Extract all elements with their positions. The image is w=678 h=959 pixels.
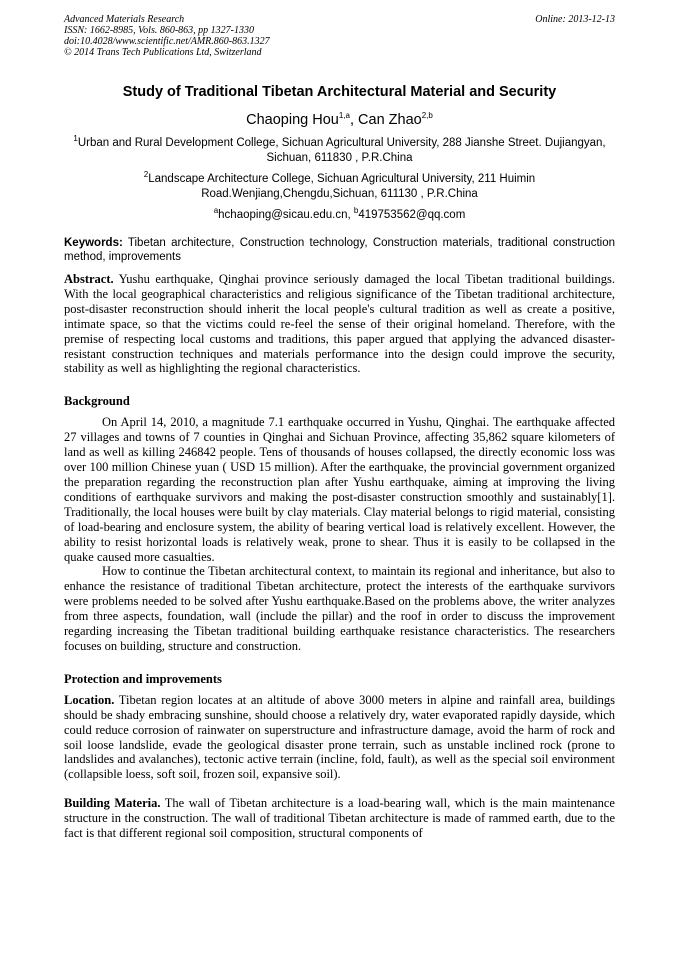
- building-material-paragraph: [64, 796, 615, 841]
- author-1-name: Chaoping Hou: [246, 112, 339, 128]
- author-emails: [64, 206, 615, 221]
- section-heading-background: Background: [64, 394, 130, 409]
- email-a: hchaoping@sicau.edu.cn,: [218, 209, 354, 221]
- affiliation-1-text: Urban and Rural Development College, Sichuan Agricultural University, 288 Jianshe Street. Dujiangyan, Sichuan, 611830 , P.R.China: [77, 137, 606, 164]
- author-2-sup: 2,b: [421, 111, 433, 121]
- keywords-label: Keywords:: [64, 237, 123, 249]
- email-a-sup: a: [213, 206, 219, 216]
- author-2-name: Can Zhao: [358, 112, 422, 128]
- email-b-sup: b: [353, 206, 359, 216]
- affiliation-1: [64, 136, 615, 166]
- abstract-text: Yushu earthquake, Qinghai province seriously damaged the local Tibetan traditional buildings. With the local geographical characteristics and religious significance of the Tibetan traditional architecture, post-disaster reconstruction should inherit the local people's cultural tradition as well as create a positive, intimate space, so that the victims could re-feel the sense of their original homeland. Therefore, with the premise of respecting local customs and traditions, this paper argued that applying the advanced disaster-resistant construction techniques and materials performance into the design could improve the security, stability as well as highlighting the regional characteristics.: [64, 272, 615, 376]
- journal-name: Advanced Materials Research: [64, 14, 185, 25]
- journal-header: [64, 14, 615, 58]
- journal-issn: ISSN: 1662-8985, Vols. 860-863, pp 1327-1330: [64, 25, 254, 36]
- affiliation-2-sup: 2: [143, 170, 149, 180]
- abstract-label: Abstract.: [64, 272, 114, 286]
- keywords-text: Tibetan architecture, Construction technology, Construction materials, traditional construction method, improvements: [64, 237, 615, 263]
- building-material-text: The wall of Tibetan architecture is a load-bearing wall, which is the main maintenance structure in the construction. The wall of traditional Tibetan architecture is made of rammed earth, due to the fact is that different regional soil composition, structural components of: [64, 796, 615, 841]
- paper-page: [64, 14, 615, 841]
- affiliation-2-text: Landscape Architecture College, Sichuan Agricultural University, 211 Huimin Road.Wenjiang,Chengdu,Sichuan, 611130 , P.R.China: [148, 173, 536, 200]
- location-text: Tibetan region locates at an altitude of above 3000 meters in alpine and rainfall area, buildings should be shady embracing sunshine, should choose a relatively dry, water evaporated rapidly dayside, which could reduce corrosion of rainwater on superstructure and infrastructure damage, avoid the harm of rock and soil loose landslide, evade the geological disaster prone terrain, such as unstable inclined rock (prone to landslides and avalanches), tectonic active terrain (incline, fold, fault), as well as the special soil environment (collapsible loess, soft soil, frozen soil, expansive soil).: [64, 692, 615, 782]
- author-1-sup: 1,a: [338, 111, 350, 121]
- online-date: Online: 2013-12-13: [535, 14, 615, 25]
- author-list: [64, 112, 615, 128]
- paper-title: Study of Traditional Tibetan Architectural Material and Security: [122, 84, 557, 100]
- section-heading-protection: Protection and improvements: [64, 671, 222, 686]
- location-label: Location.: [64, 692, 115, 707]
- email-b: 419753562@qq.com: [358, 209, 466, 221]
- journal-doi: doi:10.4028/www.scientific.net/AMR.860-863.1327: [64, 36, 270, 47]
- affiliation-2: [64, 172, 615, 202]
- location-paragraph: [64, 693, 615, 782]
- keywords: [64, 236, 615, 264]
- abstract: [64, 272, 615, 376]
- building-material-label: Building Materia.: [64, 796, 161, 811]
- affiliation-1-sup: 1: [73, 134, 78, 144]
- background-paragraph-1: On April 14, 2010, a magnitude 7.1 earthquake occurred in Yushu, Qinghai. The earthquake affected 27 villages and towns of 7 counties in Qinghai and Sichuan Province, affecting 35,862 square kilometers of land as well as killing 246842 people. Tens of thousands of houses collapsed, the directly economic loss was over 100 million Chinese yuan ( USD 15 million). After the earthquake, the provincial government organized the preparation regarding the reconstruction plan after Yushu earthquake, aiming at improving the living conditions of earthquake survivors and making the post-disaster construction smoothly and sustainably[1]. Traditionally, the local houses were built by clay materials. Clay material belongs to rigid material, consisting of load-bearing and enclosure system, the ability of bearing vertical load is relatively excellent. However, the ability to resist horizontal loads is relatively weak, prone to shear. Thus it is easily to be collapsed in the quake caused more casualties.: [64, 415, 615, 564]
- journal-copyright: © 2014 Trans Tech Publications Ltd, Switzerland: [64, 47, 262, 58]
- author-separator: ,: [349, 112, 359, 128]
- background-paragraph-2: How to continue the Tibetan architectural context, to maintain its regional and inheritance, but also to enhance the resistance of traditional Tibetan architecture, protect the interests of the earthquake survivors were problems needed to be solved after Yushu earthquake.Based on the problems above, the writer analyzes from three aspects, foundation, wall (include the pillar) and the roof in order to discuss the improvement regarding increasing the Tibetan traditional building earthquake resistance characteristics. The researchers focuses on building, structure and construction.: [64, 564, 615, 653]
